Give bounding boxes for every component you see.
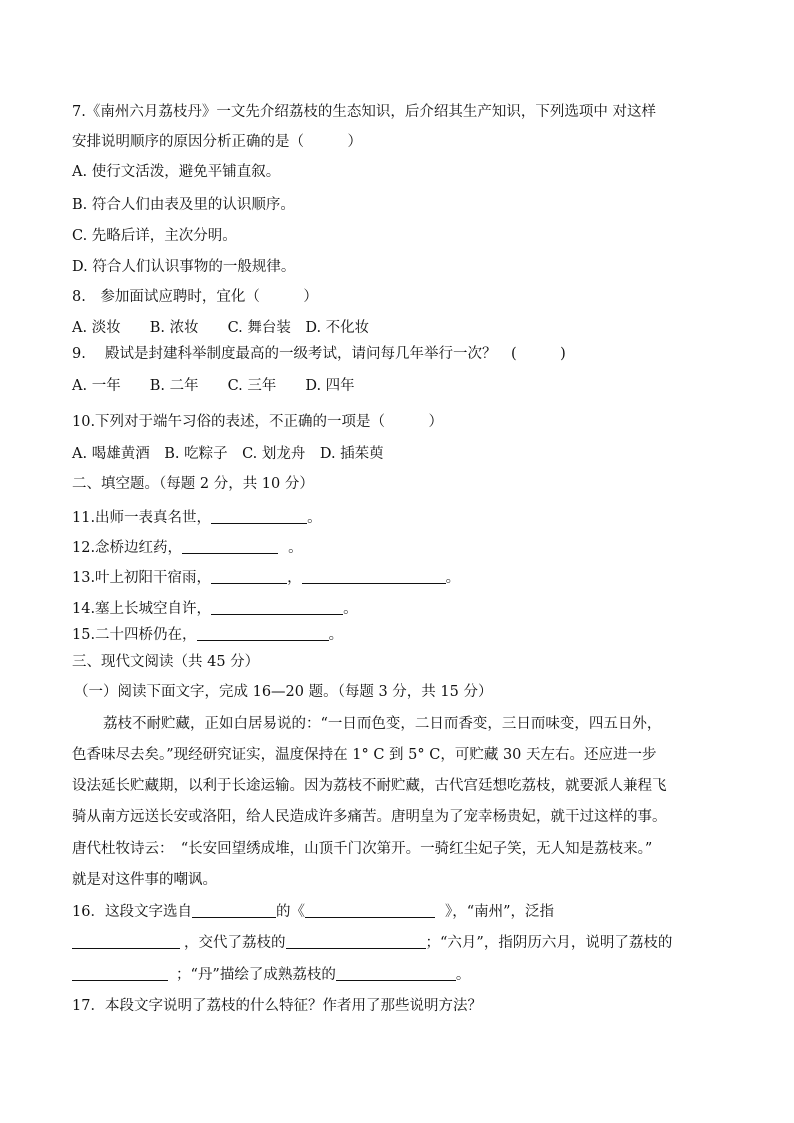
q16-text-e: ；“六月”，指阴历六月，说明了荔枝的	[425, 935, 673, 951]
q16-text-g: 。	[455, 967, 471, 983]
section2-title: 二、填空题。（每题 2 分，共 10 分）	[72, 476, 314, 492]
q16-blank-author[interactable]	[192, 901, 276, 918]
q12-text: 12.念桥边红药，	[72, 540, 183, 556]
passage-line-4: 骑从南方远送长安或洛阳，给人民造成许多痛苦。唐明皇为了宠幸杨贵妃，就干过这样的事。	[72, 809, 667, 825]
q7-stem-line2: 安排说明顺序的原因分析正确的是（ ）	[72, 134, 362, 150]
q16-text-d: ，交代了荔枝的	[184, 935, 286, 951]
passage-line-3: 设法延长贮藏期，以利于长途运输。因为荔枝不耐贮藏，古代宫廷想吃荔枝，就要派人兼程飞	[72, 778, 667, 794]
q13-period: 。	[445, 570, 461, 586]
passage-line-6: 就是对这件事的嘲讽。	[72, 872, 217, 888]
q16-blank-title[interactable]	[305, 901, 435, 918]
q17-stem: 17．本段文字说明了荔枝的什么特征？作者用了那些说明方法？	[72, 998, 482, 1014]
q14-blank[interactable]	[211, 598, 343, 615]
q11-line	[72, 507, 322, 529]
q11-period: 。	[307, 510, 322, 526]
q16-line-1	[72, 901, 554, 923]
q16-text-a: 16．这段文字选自	[72, 904, 192, 920]
q14-line	[72, 598, 358, 620]
passage-line-5: 唐代杜牧诗云： “长安回望绣成堆，山顶千门次第开。一骑红尘妃子笑，无人知是荔枝来。”	[72, 841, 653, 857]
section3-part1-title: （一）阅读下面文字，完成 16—20 题。（每题 3 分，共 15 分）	[74, 684, 493, 700]
q12-line	[72, 537, 303, 559]
q16-blank-season[interactable]	[72, 964, 168, 981]
q9-options: A. 一年 B. 二年 C. 三年 D. 四年	[72, 378, 355, 394]
q14-text: 14.塞上长城空自许，	[72, 601, 212, 617]
q10-options: A. 喝雄黄酒 B. 吃粽子 C. 划龙舟 D. 插茱萸	[72, 446, 384, 462]
q7-option-b: B. 符合人们由表及里的认识顺序。	[72, 197, 295, 213]
q7-option-c: C. 先略后详，主次分明。	[72, 228, 237, 244]
q8-options: A. 淡妆 B. 浓妆 C. 舞台装 D. 不化妆	[72, 320, 370, 336]
q15-text: 15.二十四桥仍在，	[72, 627, 197, 643]
q15-period: 。	[328, 627, 344, 643]
q16-text-c: 》，“南州”，泛指	[444, 904, 555, 920]
q8-stem: 8. 参加面试应聘时，宜化（ ）	[72, 289, 318, 305]
q16-text-f: ；“丹”描绘了成熟荔枝的	[176, 967, 336, 983]
q16-blank-color[interactable]	[336, 964, 456, 981]
q13-text: 13.叶上初阳干宿雨，	[72, 570, 212, 586]
q7-option-a: A. 使行文活泼，避免平铺直叙。	[72, 164, 281, 180]
q13-comma: ，	[287, 570, 302, 586]
q13-blank-2[interactable]	[302, 567, 446, 584]
q12-period: 。	[288, 540, 303, 556]
q13-blank-1[interactable]	[211, 567, 287, 584]
section3-title: 三、现代文阅读（共 45 分）	[72, 654, 260, 670]
q11-text: 11.出师一表真名世，	[72, 510, 212, 526]
q7-stem-line1: 7.《南州六月荔枝丹》一文先介绍荔枝的生态知识，后介绍其生产知识，下列选项中 对这样	[72, 104, 656, 120]
passage-line-2: 色香味尽去矣。”现经研究证实，温度保持在 1° C 到 5° C，可贮藏 30 天左右。还应进一步	[72, 747, 657, 763]
q16-text-b: 的《	[275, 904, 305, 920]
q14-period: 。	[343, 601, 358, 617]
q16-line-2	[72, 932, 672, 954]
q16-line-3	[72, 964, 470, 986]
q9-stem: 9. 殿试是封建科举制度最高的一级考试，请问每几年举行一次？ ( )	[72, 346, 566, 362]
q10-stem: 10.下列对于端午习俗的表述，不正确的一项是（ ）	[72, 414, 444, 430]
q16-blank-region[interactable]	[72, 932, 180, 949]
passage-line-1: 荔枝不耐贮藏，正如白居易说的：“一日而色变，二日而香变，三日而味变，四五日外，	[103, 716, 662, 732]
q16-blank-origin[interactable]	[286, 932, 426, 949]
q11-blank[interactable]	[211, 507, 307, 524]
q15-blank[interactable]	[197, 624, 329, 641]
q12-blank[interactable]	[182, 537, 278, 554]
q7-option-d: D. 符合人们认识事物的一般规律。	[72, 259, 296, 275]
q15-line	[72, 624, 343, 646]
q13-line	[72, 567, 460, 589]
